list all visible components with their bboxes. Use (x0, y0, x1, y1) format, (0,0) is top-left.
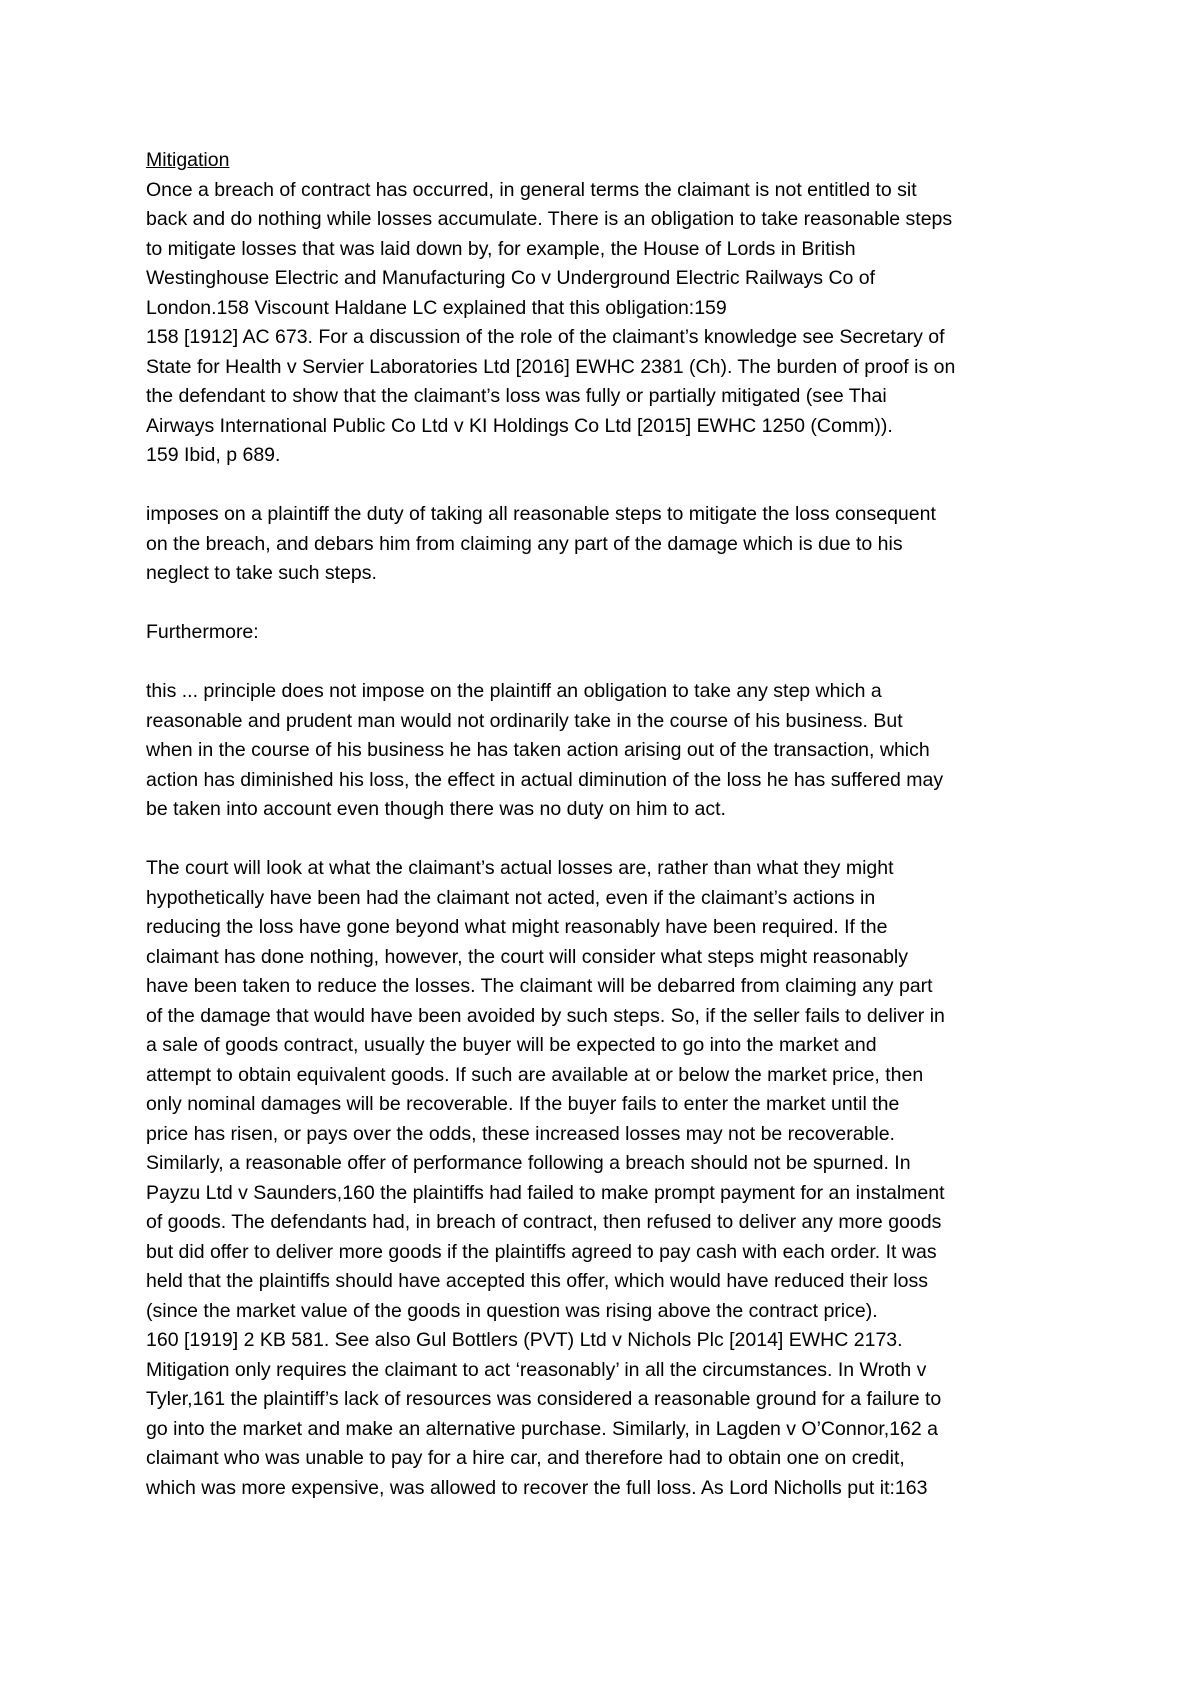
text-line: the defendant to show that the claimant’s loss was fully or partially mitigated (see Thai (146, 385, 887, 407)
document-page (146, 146, 1066, 1503)
paragraph-gap (146, 589, 1066, 619)
text-line: back and do nothing while losses accumulate. There is an obligation to take reasonable steps (146, 208, 953, 230)
text-line: imposes on a plaintiff the duty of taking all reasonable steps to mitigate the loss consequent (146, 503, 936, 525)
text-line: attempt to obtain equivalent goods. If such are available at or below the market price, then (146, 1063, 924, 1086)
text-line: Furthermore: (146, 621, 259, 643)
text-line: The court will look at what the claimant’s actual losses are, rather than what they might (146, 857, 894, 879)
text-line: 160 [1919] 2 KB 581. See also Gul Bottlers (PVT) Ltd v Nichols Plc [2014] EWHC 2173. (146, 1329, 903, 1351)
text-line: be taken into account even though there was no duty on him to act. (146, 798, 726, 820)
document-body (146, 176, 1066, 1504)
text-line: action has diminished his loss, the effect in actual diminution of the loss he has suffered may (146, 768, 944, 791)
text-line: Mitigation only requires the claimant to act ‘reasonably’ in all the circumstances. In Wroth v (146, 1358, 927, 1381)
text-line: only nominal damages will be recoverable. If the buyer fails to enter the market until the (146, 1093, 900, 1115)
text-line: held that the plaintiffs should have accepted this offer, which would have reduced their loss (146, 1270, 928, 1292)
text-line: go into the market and make an alternative purchase. Similarly, in Lagden v O’Connor,162 a (146, 1417, 939, 1440)
text-line: a sale of goods contract, usually the buyer will be expected to go into the market and (146, 1034, 877, 1056)
text-line: Westinghouse Electric and Manufacturing Co v Underground Electric Railways Co of (146, 267, 876, 289)
text-line: claimant has done nothing, however, the court will consider what steps might reasonably (146, 945, 909, 968)
text-line: hypothetically have been had the claimant not acted, even if the claimant’s actions in (146, 886, 876, 909)
text-line: but did offer to deliver more goods if the plaintiffs agreed to pay cash with each order. It was (146, 1240, 937, 1263)
text-line: to mitigate losses that was laid down by, for example, the House of Lords in British (146, 237, 856, 260)
text-line: of goods. The defendants had, in breach of contract, then refused to deliver any more goods (146, 1211, 942, 1233)
text-line: Once a breach of contract has occurred, in general terms the claimant is not entitled to sit (146, 178, 917, 201)
text-line: when in the course of his business he has taken action arising out of the transaction, which (146, 739, 930, 761)
text-line: of the damage that would have been avoided by such steps. So, if the seller fails to deliver in (146, 1004, 945, 1027)
heading-text: Mitigation (146, 149, 230, 171)
text-line: this ... principle does not impose on the plaintiff an obligation to take any step which a (146, 680, 882, 702)
section-heading (146, 146, 1066, 176)
paragraph-gap (146, 648, 1066, 678)
paragraph-gap (146, 825, 1066, 855)
text-line: claimant who was unable to pay for a hire car, and therefore had to obtain one on credit, (146, 1447, 905, 1469)
text-line: London.158 Viscount Haldane LC explained that this obligation:159 (146, 296, 727, 319)
paragraph-gap (146, 471, 1066, 501)
text-line: price has risen, or pays over the odds, these increased losses may not be recoverable. (146, 1122, 895, 1145)
text-line: on the breach, and debars him from claiming any part of the damage which is due to his (146, 532, 903, 555)
text-line: 158 [1912] AC 673. For a discussion of the role of the claimant’s knowledge see Secretary of (146, 326, 945, 348)
text-line: Payzu Ltd v Saunders,160 the plaintiffs had failed to make prompt payment for an instalment (146, 1181, 945, 1204)
text-line: reasonable and prudent man would not ordinarily take in the course of his business. But (146, 709, 903, 732)
text-line: 159 Ibid, p 689. (146, 444, 281, 466)
text-line: (since the market value of the goods in question was rising above the contract price). (146, 1299, 878, 1322)
text-line: reducing the loss have gone beyond what might reasonably have been required. If the (146, 916, 888, 938)
text-line: State for Health v Servier Laboratories Ltd [2016] EWHC 2381 (Ch). The burden of proof is on (146, 355, 956, 378)
text-line: neglect to take such steps. (146, 562, 377, 584)
text-line: which was more expensive, was allowed to recover the full loss. As Lord Nicholls put it:163 (146, 1476, 928, 1499)
text-line: Airways International Public Co Ltd v KI Holdings Co Ltd [2015] EWHC 1250 (Comm)). (146, 414, 893, 437)
text-line: Tyler,161 the plaintiff’s lack of resources was considered a reasonable ground for a failure to (146, 1388, 942, 1410)
text-line: Similarly, a reasonable offer of performance following a breach should not be spurned. In (146, 1152, 911, 1174)
text-line: have been taken to reduce the losses. The claimant will be debarred from claiming any part (146, 975, 933, 997)
